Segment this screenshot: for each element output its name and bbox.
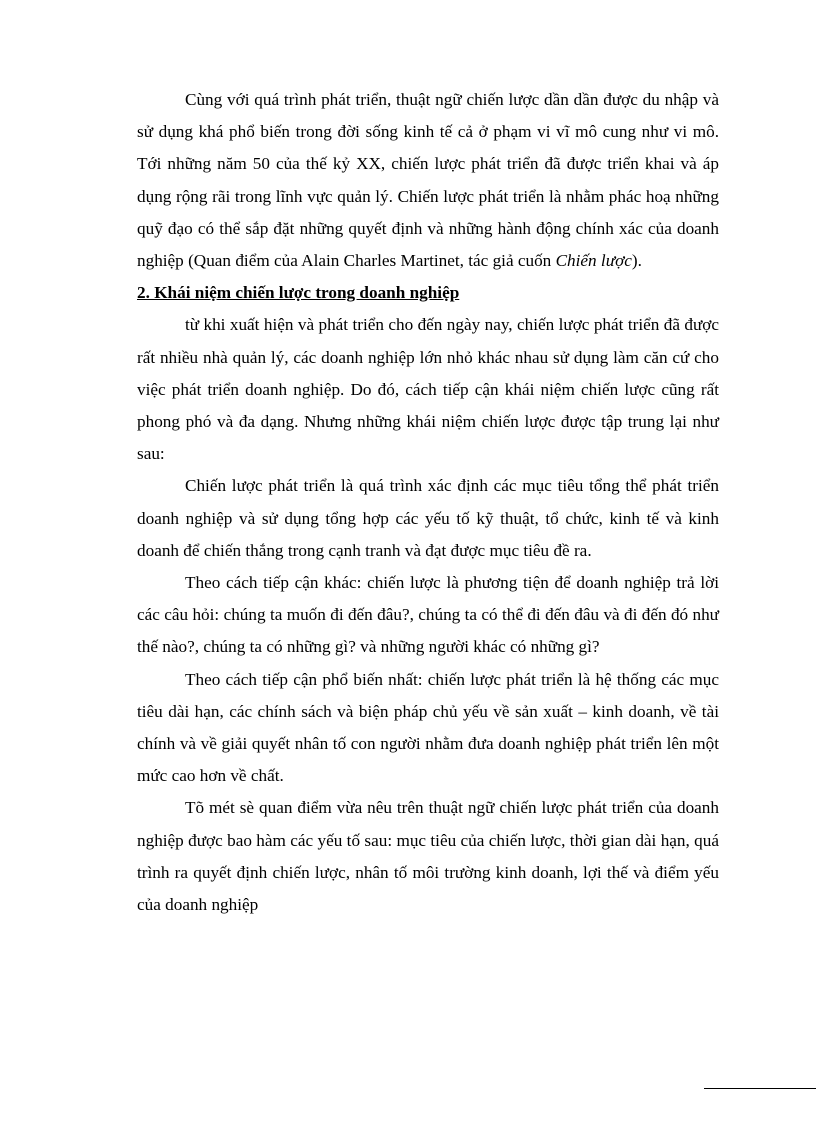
paragraph-1-end: ).	[631, 251, 642, 271]
paragraph-5: Theo cách tiếp cận phổ biến nhất: chiến lược phát triển là hệ thống các mục tiêu dài hạn, các chính sách và biện pháp chủ yếu về sản xuất – kinh doanh, về tài chính và về giải quyết nhân tố con người nhằm đưa doanh nghiệp phát triển lên một mức cao hơn về chất.	[137, 669, 719, 786]
footnote-rule	[704, 1088, 816, 1089]
paragraph-1-text: Cùng với quá trình phát triển, thuật ngữ chiến lược dần dần được du nhập và sử dụng khá phổ biến trong đời sống kinh tế cả ở phạm vi vĩ mô cung như vi mô. Tới những năm 50 của thế kỷ XX, chiến lược phát triển đã được triển khai và áp dụng rộng rãi trong lĩnh vực quản lý. Chiến lược phát triển là nhằm phác hoạ những quỹ đạo có thể sắp đặt những quyết định và những hành động chính xác của doanh nghiệp (Quan điểm của Alain Charles Martinet, tác giả cuốn	[137, 90, 719, 271]
paragraph-4: Theo cách tiếp cận khác: chiến lược là phương tiện để doanh nghiệp trả lời các câu hỏi: chúng ta muốn đi đến đâu?, chúng ta có thể đi đến đâu và đi đến đó như thế nào?, chúng ta có những gì? và những người khác có những gì?	[137, 573, 719, 657]
paragraph-1	[137, 84, 719, 277]
paragraph-3: Chiến lược phát triển là quá trình xác định các mục tiêu tổng thể phát triển doanh nghiệp và sử dụng tổng hợp các yếu tố kỹ thuật, tổ chức, kinh tế và kinh doanh để chiến thắng trong cạnh tranh và đạt được mục tiêu đề ra.	[137, 476, 719, 560]
section-heading: 2. Khái niệm chiến lược trong doanh nghiệp	[137, 283, 460, 303]
document-body	[137, 84, 719, 921]
paragraph-2: từ khi xuất hiện và phát triển cho đến ngày nay, chiến lược phát triển đã được rất nhiều nhà quản lý, các doanh nghiệp lớn nhỏ khác nhau sử dụng làm căn cứ cho việc phát triển doanh nghiệp. Do đó, cách tiếp cận khái niệm chiến lược cũng rất phong phó và đa dạng. Nhưng những khái niệm chiến lược được tập trung lại như sau:	[137, 315, 719, 464]
book-title: Chiến lược	[555, 251, 632, 271]
paragraph-6: Tõ mét sè quan điểm vừa nêu trên thuật ngữ chiến lược phát triển của doanh nghiệp được bao hàm các yếu tố sau: mục tiêu của chiến lược, thời gian dài hạn, quá trình ra quyết định chiến lược, nhân tố môi trường kinh doanh, lợi thế và điểm yếu của doanh nghiệp	[137, 798, 719, 915]
